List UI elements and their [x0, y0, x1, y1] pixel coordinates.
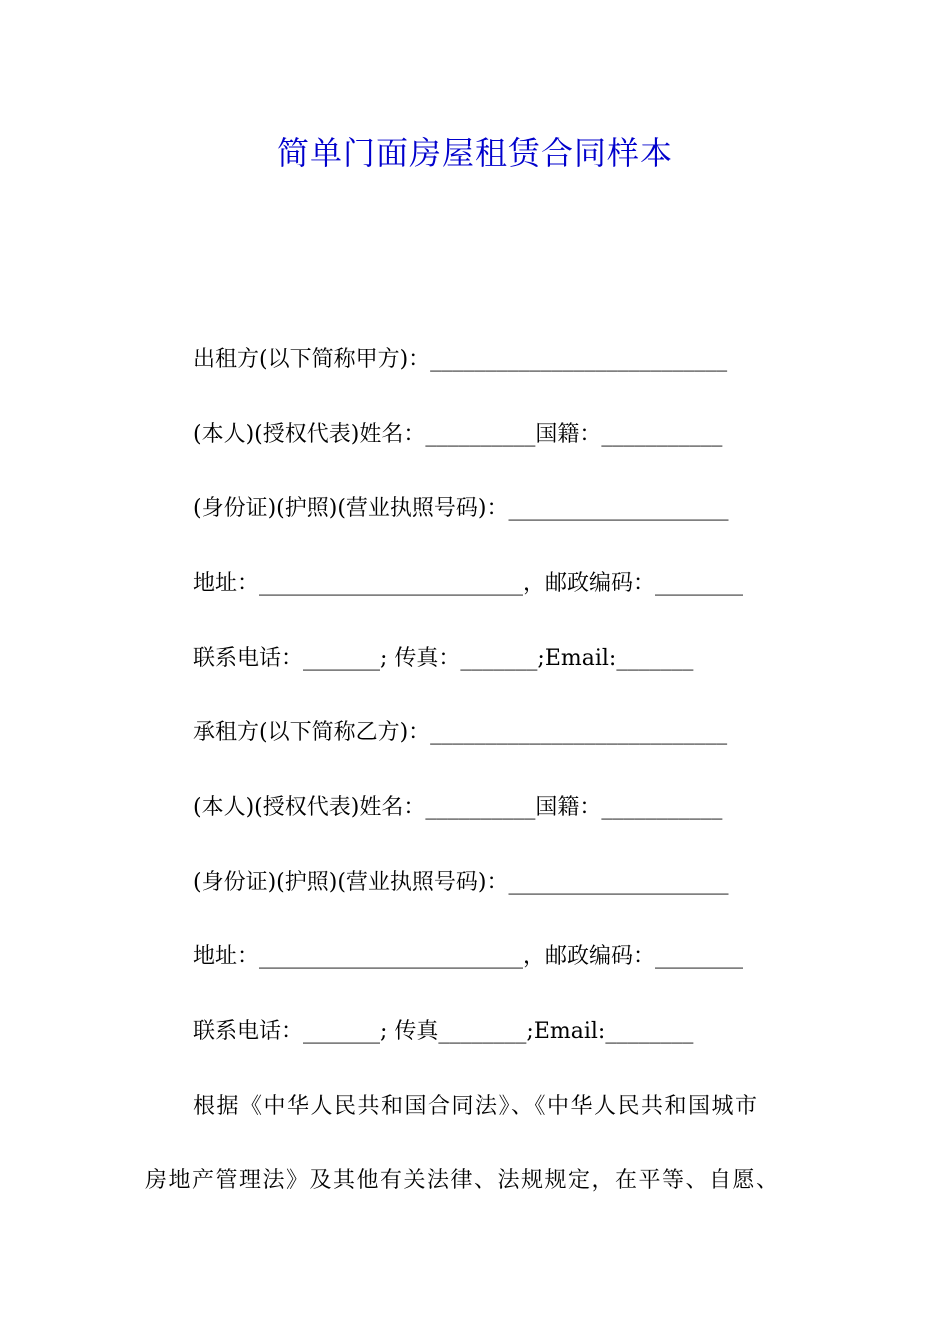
lessee-contact-line: 联系电话：_______; 传真________;Email:________: [193, 1019, 694, 1044]
lessee-party-line: 承租方(以下简称乙方)：___________________________: [193, 720, 728, 745]
document-title: 简单门面房屋租赁合同样本: [276, 134, 673, 172]
lessee-id-line: (身份证)(护照)(营业执照号码)：____________________: [193, 870, 729, 895]
body-paragraph-line-2: 房地产管理法》及其他有关法律、法规规定，在平等、自愿、: [145, 1168, 780, 1193]
lessee-address-line: 地址：________________________，邮政编码：________: [193, 944, 744, 969]
lessor-name-line: (本人)(授权代表)姓名：__________国籍：___________: [193, 422, 723, 447]
lessor-party-line: 出租方(以下简称甲方)：___________________________: [193, 347, 728, 372]
lessor-id-line: (身份证)(护照)(营业执照号码)：____________________: [193, 496, 729, 521]
lessee-name-line: (本人)(授权代表)姓名：__________国籍：___________: [193, 795, 723, 820]
lessor-contact-line: 联系电话：_______; 传真：_______;Email:_______: [193, 646, 694, 671]
lessor-address-line: 地址：________________________，邮政编码：________: [193, 571, 744, 596]
body-paragraph-line-1: 根据《中华人民共和国合同法》、《中华人民共和国城市: [193, 1094, 759, 1119]
